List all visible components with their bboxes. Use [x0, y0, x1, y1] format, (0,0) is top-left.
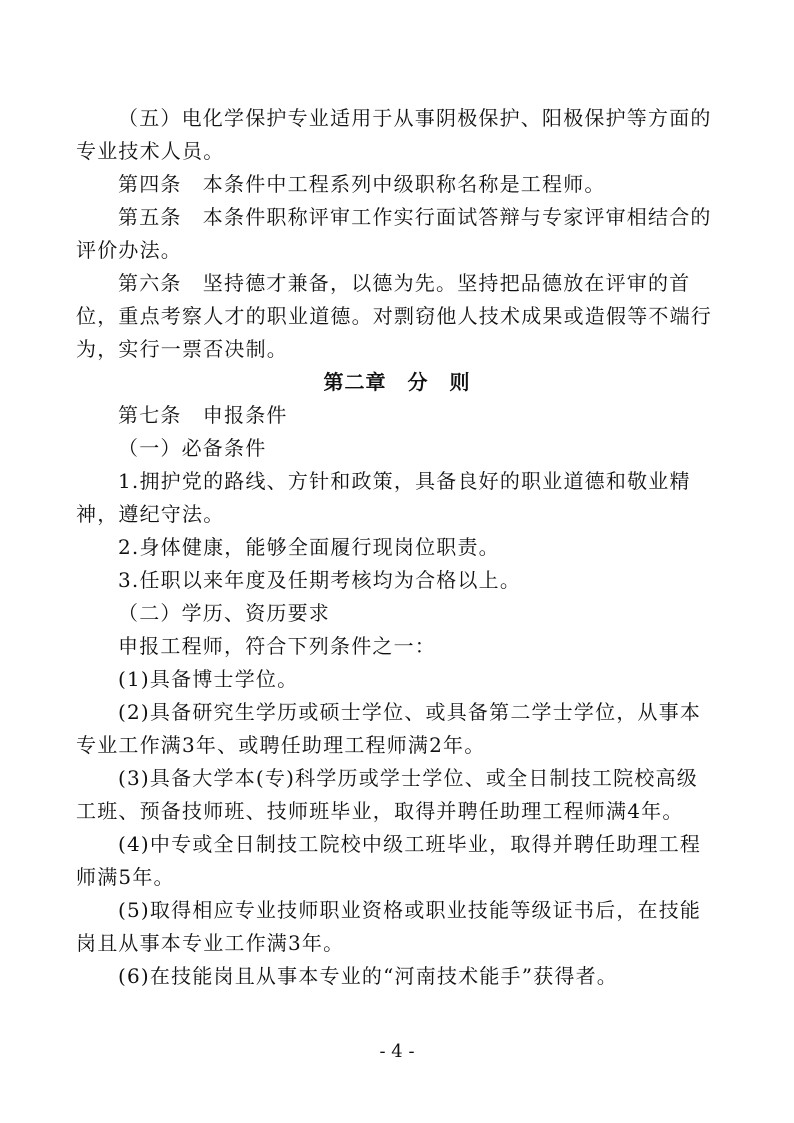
- list-item: (1)具备博士学位。: [118, 667, 299, 691]
- paragraph-line: 神，遵纪守法。: [76, 502, 225, 526]
- list-item: 3.任职以来年度及任期考核均为合格以上。: [118, 568, 522, 592]
- list-item: (6)在技能岗且从事本专业的“河南技术能手”获得者。: [118, 964, 618, 988]
- list-item: (3)具备大学本(专)科学历或学士学位、或全日制技工院校高级: [118, 766, 698, 790]
- section-heading: （二）学历、资历要求: [118, 601, 330, 625]
- article-5-line: 第五条 本条件职称评审工作实行面试答辩与专家评审相结合的: [118, 205, 712, 229]
- paragraph-line: 为，实行一票否决制。: [76, 337, 288, 361]
- paragraph-line: （五）电化学保护专业适用于从事阴极保护、阳极保护等方面的: [118, 106, 712, 130]
- paragraph-line: 位，重点考察人才的职业道德。对剽窃他人技术成果或造假等不端行: [76, 304, 712, 328]
- paragraph-line: 工班、预备技师班、技师班毕业，取得并聘任助理工程师满4年。: [76, 799, 684, 823]
- article-4-line: 第四条 本条件中工程系列中级职称名称是工程师。: [118, 172, 606, 196]
- list-item: (2)具备研究生学历或硕士学位、或具备第二学士学位，从事本: [118, 700, 702, 724]
- list-item: 2.身体健康，能够全面履行现岗位职责。: [118, 535, 500, 559]
- chapter-heading: 第二章 分 则: [323, 370, 471, 394]
- article-7-line: 第七条 申报条件: [118, 403, 288, 427]
- paragraph-line: 评价办法。: [76, 238, 182, 262]
- list-item: 1.拥护党的路线、方针和政策，具备良好的职业道德和敬业精: [118, 469, 691, 493]
- section-heading: （一）必备条件: [118, 436, 267, 460]
- paragraph-line: 专业工作满3年、或聘任助理工程师满2年。: [76, 733, 486, 757]
- paragraph-line: 师满5年。: [76, 865, 175, 889]
- page-number: - 4 -: [379, 1041, 415, 1062]
- paragraph-line: 专业技术人员。: [76, 139, 225, 163]
- paragraph-line: 岗且从事本专业工作满3年。: [76, 931, 345, 955]
- list-item: (5)取得相应专业技师职业资格或职业技能等级证书后，在技能: [118, 898, 702, 922]
- article-6-line: 第六条 坚持德才兼备，以德为先。坚持把品德放在评审的首: [118, 271, 691, 295]
- paragraph-line: 申报工程师，符合下列条件之一：: [118, 634, 436, 658]
- list-item: (4)中专或全日制技工院校中级工班毕业，取得并聘任助理工程: [118, 832, 702, 856]
